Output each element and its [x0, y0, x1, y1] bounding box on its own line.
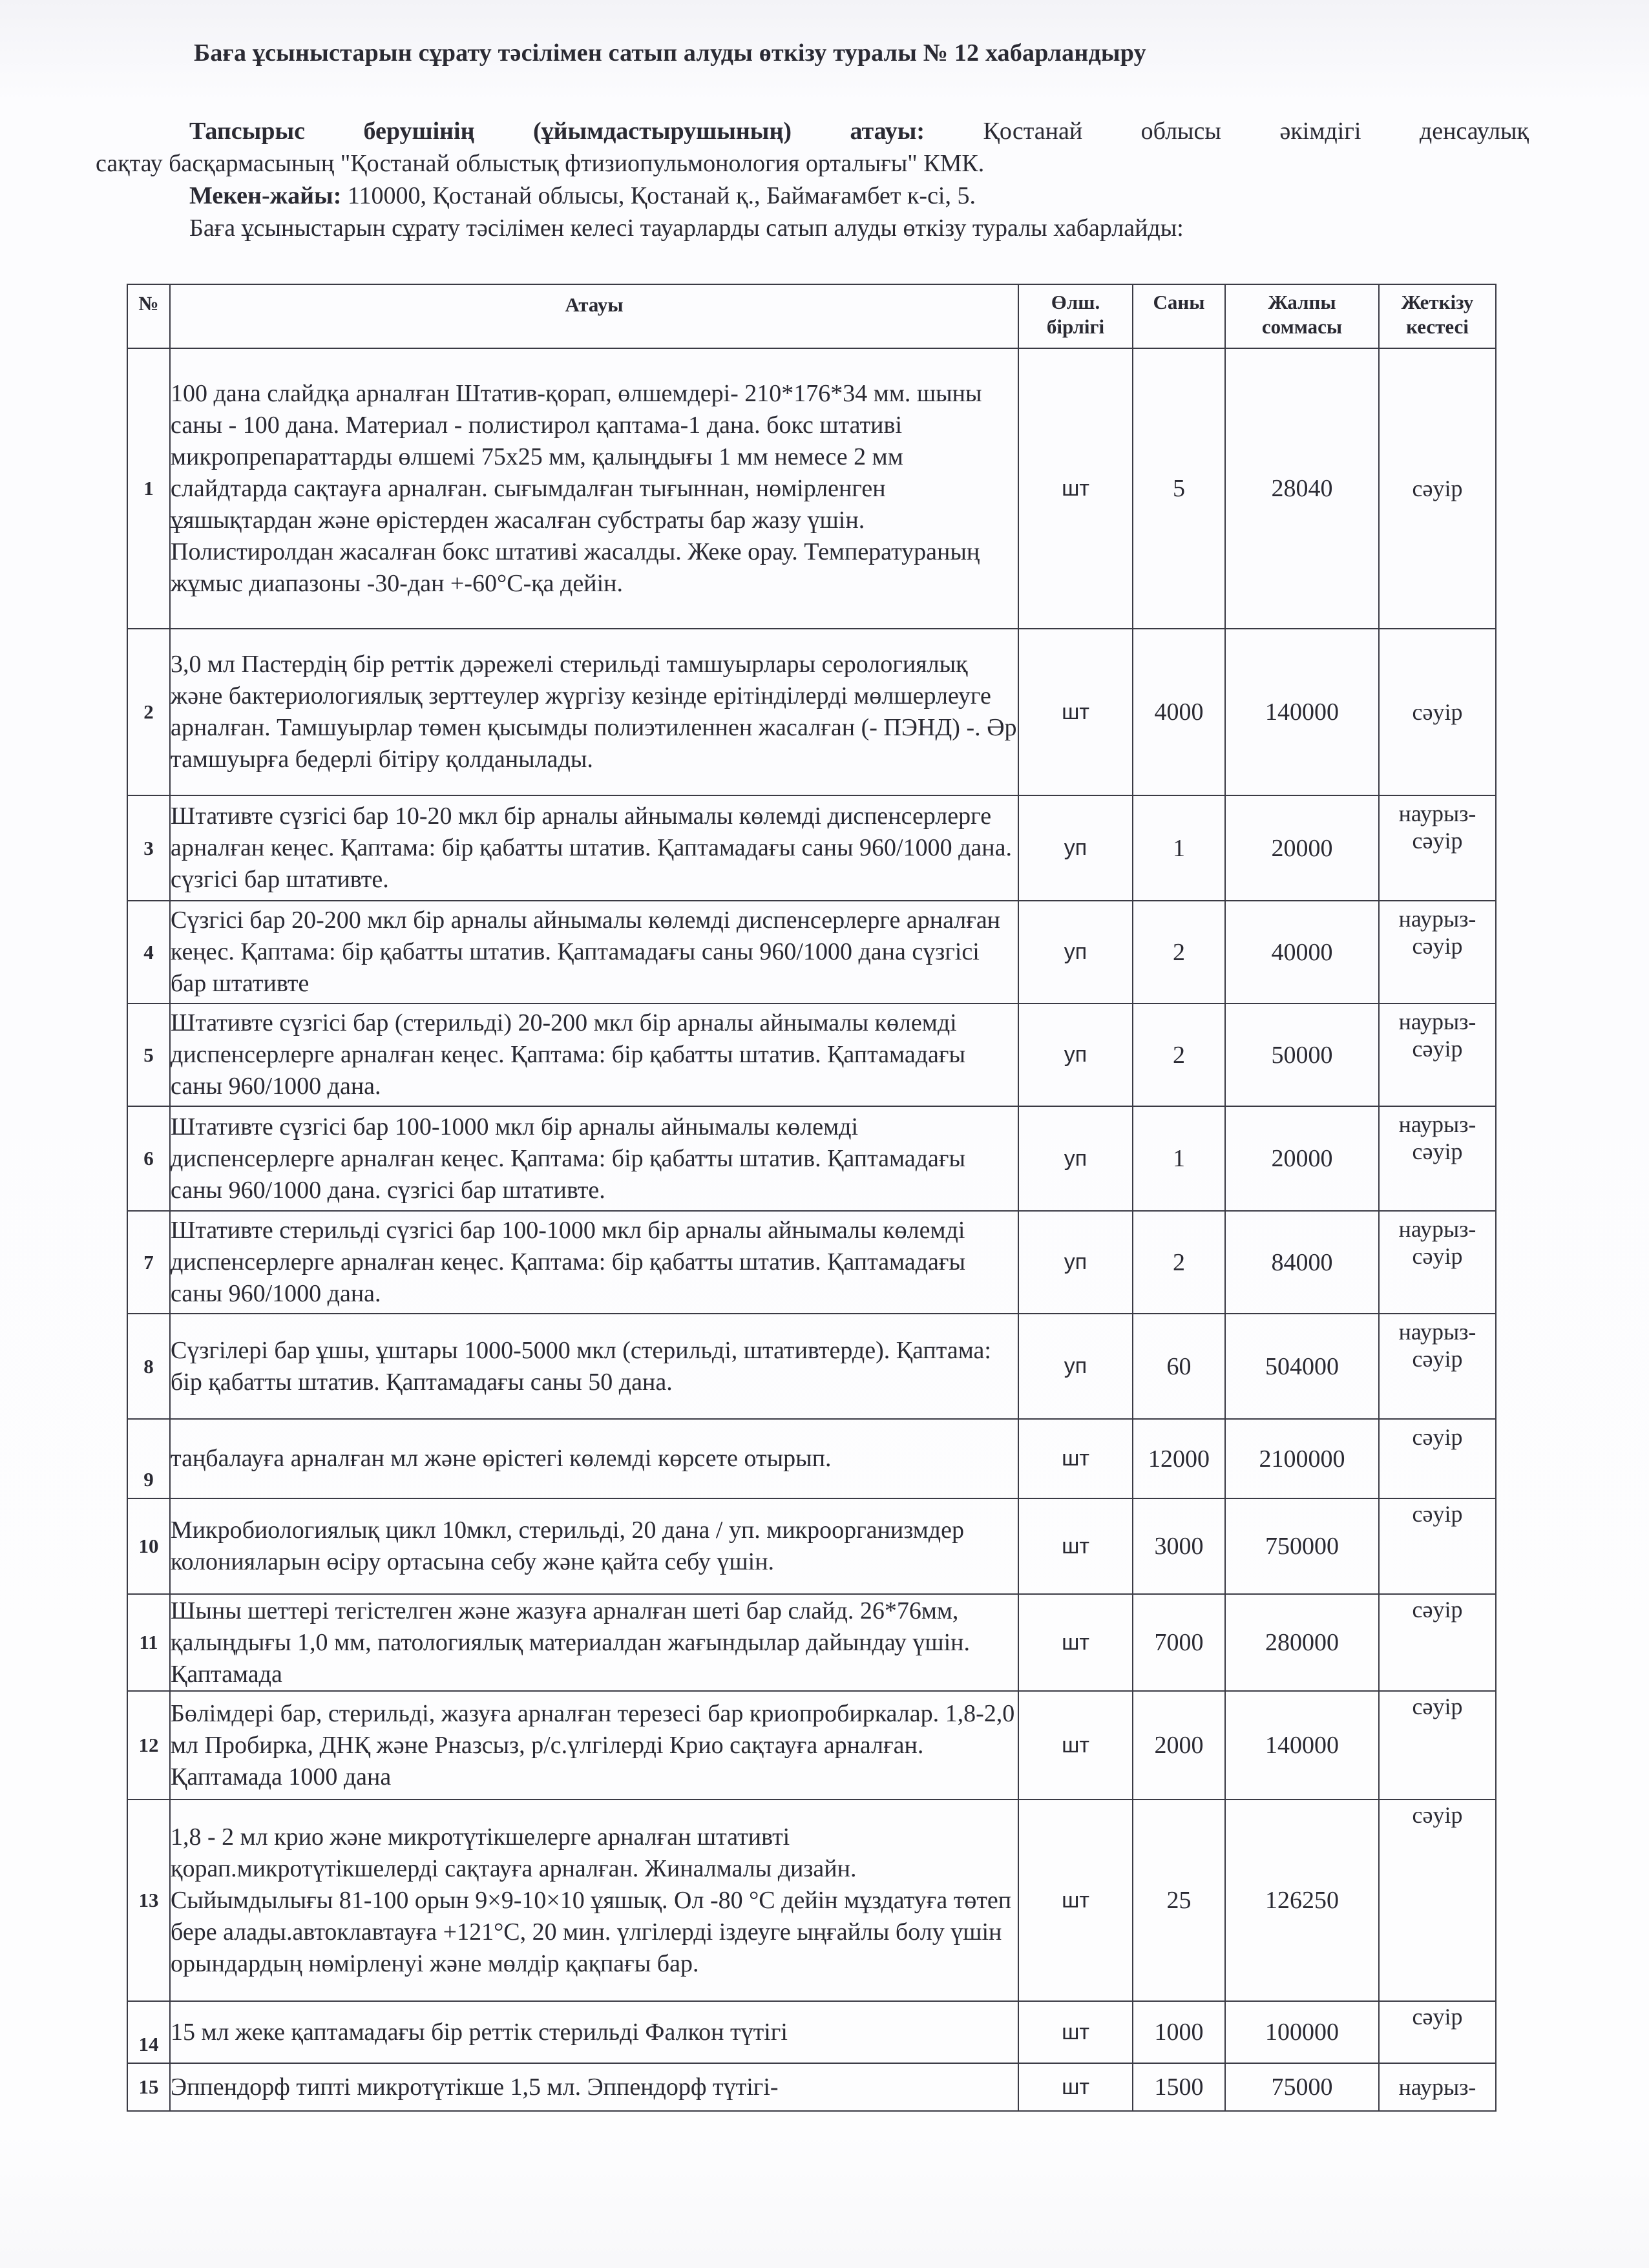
row-number: 6 — [127, 1106, 170, 1211]
item-quantity: 2 — [1133, 1003, 1225, 1106]
item-unit: шт — [1018, 1594, 1133, 1691]
header-unit-line2: бірлігі — [1046, 315, 1105, 338]
item-unit: шт — [1018, 629, 1133, 795]
item-name: Штативте стерильді сүзгісі бар 100-1000 мкл бір арналы айнымалы көлемді диспенсерлерге арналған кеңес. Қаптама: бір қабатты штатив. Қаптамадағы саны 960/1000 дана. — [170, 1211, 1018, 1314]
item-delivery-schedule — [1379, 1419, 1496, 1498]
item-name: Сүзгілері бар ұшы, ұштары 1000-5000 мкл (стерильді, штативтерде). Қаптама: бір қабатты штатив. Қаптамадағы саны 50 дана. — [170, 1314, 1018, 1419]
item-total-sum: 140000 — [1225, 629, 1379, 795]
item-quantity: 3000 — [1133, 1498, 1225, 1594]
table-row — [127, 348, 1496, 629]
item-unit: уп — [1018, 901, 1133, 1003]
schedule-line1: наурыз- — [1398, 1111, 1476, 1137]
schedule-line1: наурыз- — [1398, 1009, 1476, 1034]
item-quantity: 2 — [1133, 1211, 1225, 1314]
row-number: 5 — [127, 1003, 170, 1106]
header-schedule-line1: Жеткізу — [1401, 291, 1474, 313]
item-quantity: 1 — [1133, 795, 1225, 901]
schedule-line1: сәуір — [1412, 2004, 1463, 2030]
item-name: 3,0 мл Пастердің бір реттік дәрежелі стерильді тамшуырлары серологиялық және бактериологиялық зерттеулер жүргізу кезінде ерітінділерді мөлшерлеуге арналған. Тамшуырлар төмен қысымды полиэтиленнен жасалған (- ПЭНД) -. Әр тамшуырға бедерлі бітіру қолданылады. — [170, 629, 1018, 795]
item-delivery-schedule — [1379, 1800, 1496, 2001]
schedule-line1: сәуір — [1412, 1597, 1463, 1622]
schedule-line1: сәуір — [1412, 476, 1463, 501]
header-unit — [1018, 284, 1133, 348]
item-quantity: 12000 — [1133, 1419, 1225, 1498]
row-number: 7 — [127, 1211, 170, 1314]
schedule-line2: сәуір — [1412, 1036, 1463, 1062]
table-header-row — [127, 284, 1496, 348]
item-delivery-schedule — [1379, 795, 1496, 901]
table-row — [127, 1594, 1496, 1691]
item-delivery-schedule — [1379, 1691, 1496, 1800]
schedule-line1: наурыз- — [1398, 2074, 1476, 2100]
row-number: 3 — [127, 795, 170, 901]
announcement-text: Баға ұсыныстарын сұрату тәсілімен келесі тауарларды сатып алуды өткізу туралы хабарлайды: — [189, 215, 1184, 242]
item-total-sum: 750000 — [1225, 1498, 1379, 1594]
item-total-sum: 40000 — [1225, 901, 1379, 1003]
item-total-sum: 2100000 — [1225, 1419, 1379, 1498]
item-quantity: 1000 — [1133, 2001, 1225, 2063]
customer-value-line1: Қостанай облысы әкімдігі денсаулық — [983, 118, 1529, 145]
address-line — [96, 180, 1529, 212]
header-num: № — [127, 284, 170, 348]
table-row — [127, 1691, 1496, 1800]
table-row — [127, 901, 1496, 1003]
item-name: Штативте сүзгісі бар 10-20 мкл бір арналы айнымалы көлемді диспенсерлерге арналған кеңес. Қаптама: бір қабатты штатив. Қаптамадағы саны 960/1000 дана. сүзгісі бар штативте. — [170, 795, 1018, 901]
table-row — [127, 1211, 1496, 1314]
table-row — [127, 1800, 1496, 2001]
item-unit: уп — [1018, 1211, 1133, 1314]
schedule-line2: сәуір — [1412, 1243, 1463, 1269]
address-label: Мекен-жайы: — [189, 182, 342, 209]
header-sum-line2: соммасы — [1261, 315, 1343, 338]
row-number: 2 — [127, 629, 170, 795]
schedule-line1: наурыз- — [1398, 801, 1476, 826]
item-delivery-schedule — [1379, 1498, 1496, 1594]
table-row — [127, 2001, 1496, 2063]
item-unit: уп — [1018, 1106, 1133, 1211]
item-name: Штативте сүзгісі бар (стерильді) 20-200 мкл бір арналы айнымалы көлемді диспенсерлерге арналған кеңес. Қаптама: бір қабатты штатив. Қаптамадағы саны 960/1000 дана. — [170, 1003, 1018, 1106]
table-row — [127, 795, 1496, 901]
item-quantity: 4000 — [1133, 629, 1225, 795]
item-quantity: 1 — [1133, 1106, 1225, 1211]
customer-line — [96, 115, 1529, 147]
header-schedule-line2: кестесі — [1406, 315, 1469, 338]
table-row — [127, 1003, 1496, 1106]
item-delivery-schedule — [1379, 2063, 1496, 2111]
address-value: 110000, Қостанай облысы, Қостанай қ., Баймағамбет к-сі, 5. — [347, 182, 976, 209]
item-total-sum: 100000 — [1225, 2001, 1379, 2063]
schedule-line1: сәуір — [1412, 1802, 1463, 1828]
item-name: Сүзгісі бар 20-200 мкл бір арналы айнымалы көлемді диспенсерлерге арналған кеңес. Қаптама: бір қабатты штатив. Қаптамадағы саны 960/1000 дана сүзгісі бар штативте — [170, 901, 1018, 1003]
item-unit: шт — [1018, 2001, 1133, 2063]
item-delivery-schedule — [1379, 901, 1496, 1003]
row-number: 10 — [127, 1498, 170, 1594]
item-unit: уп — [1018, 1003, 1133, 1106]
item-quantity: 5 — [1133, 348, 1225, 629]
item-delivery-schedule — [1379, 1314, 1496, 1419]
item-delivery-schedule — [1379, 2001, 1496, 2063]
header-name: Атауы — [170, 284, 1018, 348]
row-number: 4 — [127, 901, 170, 1003]
schedule-line1: сәуір — [1412, 1424, 1463, 1450]
item-delivery-schedule — [1379, 629, 1496, 795]
item-unit: шт — [1018, 2063, 1133, 2111]
schedule-line2: сәуір — [1412, 828, 1463, 854]
header-sum — [1225, 284, 1379, 348]
item-quantity: 2 — [1133, 901, 1225, 1003]
item-delivery-schedule — [1379, 1106, 1496, 1211]
schedule-line1: сәуір — [1412, 1694, 1463, 1719]
item-total-sum: 504000 — [1225, 1314, 1379, 1419]
item-total-sum: 75000 — [1225, 2063, 1379, 2111]
document-title: Баға ұсыныстарын сұрату тәсілімен сатып алуды өткізу туралы № 12 хабарландыру — [194, 39, 1146, 67]
item-quantity: 60 — [1133, 1314, 1225, 1419]
row-number: 9 — [127, 1419, 170, 1498]
row-number: 11 — [127, 1594, 170, 1691]
schedule-line2: сәуір — [1412, 933, 1463, 959]
item-delivery-schedule — [1379, 1594, 1496, 1691]
item-total-sum: 20000 — [1225, 1106, 1379, 1211]
item-delivery-schedule — [1379, 1003, 1496, 1106]
item-name: Шыны шеттері тегістелген және жазуға арналған шеті бар слайд. 26*76мм, қалыңдығы 1,0 мм, патологиялық материалдан жағындылар дайындау үшін. Қаптамада — [170, 1594, 1018, 1691]
item-unit: шт — [1018, 348, 1133, 629]
item-total-sum: 28040 — [1225, 348, 1379, 629]
item-unit: шт — [1018, 1691, 1133, 1800]
header-sum-line1: Жалпы — [1268, 291, 1336, 313]
schedule-line1: наурыз- — [1398, 1216, 1476, 1242]
item-quantity: 2000 — [1133, 1691, 1225, 1800]
row-number: 15 — [127, 2063, 170, 2111]
customer-value-line2: сақтау басқармасының "Қостанай облыстық фтизиопульмонология орталығы" КМК. — [96, 150, 985, 177]
item-delivery-schedule — [1379, 1211, 1496, 1314]
schedule-line2: сәуір — [1412, 1139, 1463, 1164]
schedule-line1: наурыз- — [1398, 1319, 1476, 1345]
schedule-line2: сәуір — [1412, 1346, 1463, 1372]
item-total-sum: 140000 — [1225, 1691, 1379, 1800]
items-table — [127, 284, 1497, 2112]
item-total-sum: 20000 — [1225, 795, 1379, 901]
item-unit: уп — [1018, 1314, 1133, 1419]
item-name: Штативте сүзгісі бар 100-1000 мкл бір арналы айнымалы көлемді диспенсерлерге арналған кеңес. Қаптама: бір қабатты штатив. Қаптамадағы саны 960/1000 дана. сүзгісі бар штативте. — [170, 1106, 1018, 1211]
customer-label: Тапсырыс берушінің (ұйымдастырушының) атауы: — [189, 118, 925, 145]
header-qty: Саны — [1133, 284, 1225, 348]
schedule-line1: наурыз- — [1398, 906, 1476, 932]
row-number: 1 — [127, 348, 170, 629]
intro-block — [96, 115, 1529, 244]
table-row — [127, 1498, 1496, 1594]
item-name: Микробиологиялық цикл 10мкл, стерильді, 20 дана / уп. микроорганизмдер колонияларын өсіру ортасына себу және қайта себу үшін. — [170, 1498, 1018, 1594]
row-number: 12 — [127, 1691, 170, 1800]
item-unit: шт — [1018, 1419, 1133, 1498]
item-name: Бөлімдері бар, стерильді, жазуға арналған терезесі бар криопробиркалар. 1,8-2,0 мл Пробирка, ДНҚ және Рназсыз, р/с.үлгілерді Крио сақтауға арналған. Қаптамада 1000 дана — [170, 1691, 1018, 1800]
table-body — [127, 348, 1496, 2111]
item-delivery-schedule — [1379, 348, 1496, 629]
table-row — [127, 1106, 1496, 1211]
item-name: 1,8 - 2 мл крио және микротүтікшелерге арналған штативті қорап.микротүтікшелерді сақтауға арналған. Жиналмалы дизайн. Сыйымдылығы 81-100 орын 9×9-10×10 ұяшық. Ол -80 °С дейін мұздатуға төтеп бере алады.автоклавтауға +121°С, 20 мин. үлгілерді іздеуге ыңғайлы болу үшін орындардың нөмірленуі және мөлдір қақпағы бар. — [170, 1800, 1018, 2001]
item-total-sum: 50000 — [1225, 1003, 1379, 1106]
table-row — [127, 629, 1496, 795]
item-name: 100 дана слайдқа арналған Штатив-қорап, өлшемдері- 210*176*34 мм. шыны саны - 100 дана. Материал - полистирол қаптама-1 дана. бокс штативі микропрепараттарды өлшемі 75х25 мм, қалыңдығы 1 мм немесе 2 мм слайдтарда сақтауға арналған. сығымдалған тығыннан, нөмірленген ұяшықтардан және өрістерден жасалған субстраты бар жазу үшін. Полистиролдан жасалған бокс штативі жасалды. Жеке орау. Температураның жұмыс диапазоны -30-дан +-60°С-қа дейін. — [170, 348, 1018, 629]
item-quantity: 1500 — [1133, 2063, 1225, 2111]
item-unit: уп — [1018, 795, 1133, 901]
item-unit: шт — [1018, 1800, 1133, 2001]
item-name: таңбалауға арналған мл және өрістегі көлемді көрсете отырып. — [170, 1419, 1018, 1498]
schedule-line1: сәуір — [1412, 1501, 1463, 1527]
table-row — [127, 1314, 1496, 1419]
row-number: 14 — [127, 2001, 170, 2063]
item-name: 15 мл жеке қаптамадағы бір реттік стерильді Фалкон түтігі — [170, 2001, 1018, 2063]
item-unit: шт — [1018, 1498, 1133, 1594]
table-row — [127, 1419, 1496, 1498]
item-total-sum: 84000 — [1225, 1211, 1379, 1314]
row-number: 13 — [127, 1800, 170, 2001]
schedule-line1: сәуір — [1412, 699, 1463, 725]
row-number: 8 — [127, 1314, 170, 1419]
header-unit-line1: Өлш. — [1051, 291, 1100, 313]
item-quantity: 25 — [1133, 1800, 1225, 2001]
item-name: Эппендорф типті микротүтікше 1,5 мл. Эппендорф түтігі- — [170, 2063, 1018, 2111]
item-total-sum: 280000 — [1225, 1594, 1379, 1691]
item-quantity: 7000 — [1133, 1594, 1225, 1691]
item-total-sum: 126250 — [1225, 1800, 1379, 2001]
header-schedule — [1379, 284, 1496, 348]
table-row — [127, 2063, 1496, 2111]
